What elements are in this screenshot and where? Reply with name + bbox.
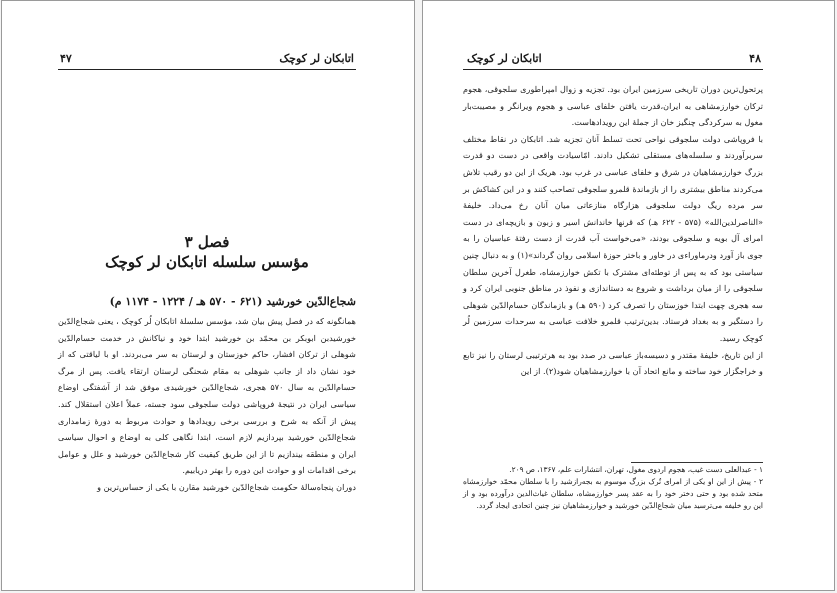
paragraph: با فروپاشی دولت سلجوقی نواحی تحت تسلط آنان تجزیه شد. اتابکان در نقاط مختلف سربرآوردند و سلسله‌های مستقلی تشکیل دادند. امّاسیادت واقعی در دست دو قدرت بزرگ خوارزمشاهیان در شرق و خلفای عباسی در غرب بود. هریک از این دو رقیب تلاش می‌کردند مناطق بیشتری را از بازماندهٔ قلمرو سلجوقی تصاحب کنند و در این کشاکش بر سر مرده ریگ دولت سلجوقی هزارگاه منازعاتی میان آنان رخ می‌داد. خلیفهٔ «الناصرلدین‌الله» (۵۷۵ - ۶۲۲ هـ) که قرنها خاندانش اسیر و زبون و بازیچه‌ای در دست امرای آل بویه و سلجوقی بودند، «می‌خواست آب قدرت از دست رفتهٔ عباسیان را به جوی باز آورد ودرماوراءی در خاور و باختر حوزهٔ اسلامی روان گرداند»(۱) و به دنبال چنین سیاستی بود که به پس از توطئه‌ای مشترک با تکش خوارزمشاه، طغرل آخرین سلطان سلجوقی را از میان برداشت و شروع به دستاندازی و نفوذ در مناطق جنوبی ایران کرد و سه هجری چهت ابتدا خوزستان را تصرف کرد (۵۹۰ هـ) و بازماندگان حسام‌الدّین شوهلی را دستگیر و به بغداد فرستاد. بدین‌ترتیب قلمرو خلافت عباسی به سرحدات سرزمین لُر کوچک رسید. (463, 133, 763, 343)
header-rule (58, 69, 356, 70)
body-text (463, 81, 763, 380)
running-title: اتابکان لر کوچک (467, 52, 542, 65)
body-text (58, 313, 356, 496)
footnote: ۲ - پیش از این او یکی از امرای تُرک بزرگ موسوم به بجه‌رازشید را با سلطان محمّد خوارزمشاه متحد شده بود و حتی دختر خود را به عقد پسر خوارزمشاه، سلطان غیاث‌الدین درآورده بود و از این رو خلیفه می‌ترسید میان شجاع‌الدّین خورشید و خوارزمشاهیان نیز چنین اتحادی ایجاد گردد. (463, 477, 763, 510)
footnotes (463, 464, 763, 512)
section-heading: شجاع‌الدّین خورشید (۶۲۱ - ۵۷۰ هـ / ۱۲۲۴ - ۱۱۷۴ م) (109, 295, 356, 308)
paragraph: پرتحول‌ترین دوران تاریخی سرزمین ایران بود. تجزیه و زوال امپراطوری سلجوقی، هجوم ترکان خوارزمشاهی به ایران،قدرت یافتن خلفای عباسی و هجوم ویرانگر و مصیبت‌بار مغول به سرکردگی چنگیز خان از جملهٔ این رویدادهاست. (463, 84, 763, 128)
page-number: ۴۷ (60, 52, 72, 65)
paragraph: دوران پنجاه‌سالهٔ حکومت شجاع‌الدّین خورشید مقارن با یکی از حساس‌ترین و (97, 481, 356, 492)
right-page (422, 0, 835, 591)
footnote: ۱ - عبدالعلی دست غیب، هجوم اردوی مغول، تهران، انتشارات علم، ۱۳۶۷، ص ۲۰۹. (509, 465, 763, 474)
page-header (58, 51, 356, 67)
paragraph: همانگونه که در فصل پیش بیان شد، مؤسس سلسلهٔ اتابکان لُر کوچک ، یعنی شجاع‌الدّین خورشیدبن ابوبکر بن محمّد بن خورشید ابتدا خود و نیاکانش در خدمت حسام‌الدّین شوهلی از ترکان افشار، حاکم خوزستان و لرستان به سر می‌بردند. او با لیاقتی که از خود نشان داد از جانب شوهلی به مقام شحنگی لرستان ارتقاء یافت. پس از مرگ حسام‌الدّین به سال ۵۷۰ هجری، شجاع‌الدّین خورشیدی موفق شد از آشفتگی اوضاع سیاسی ایران در نتیجهٔ فروپاشی دولت سلجوقی سود جسته، عملاً اعلان استقلال کند. پیش از آنکه به شرح و بررسی برخی رویدادها و حوادث مربوط به دورهٔ زمامداری شجاع‌الدّین خورشید بپردازیم لازم است، ابتدا نگاهی کلی به اوضاع و احوال سیاسی ایران و منطقه بیندازیم تا از این طریق کیفیت کار شجاع‌الدّین خورشید و علل و عوامل برخی اقدامات او و حوادث این دوره را بهتر دریابیم. (58, 316, 356, 476)
chapter-number: فصل ۳ (184, 233, 230, 251)
footnote-rule (631, 462, 763, 463)
running-title: اتابکان لر کوچک (279, 52, 354, 65)
page-number: ۴۸ (749, 52, 761, 65)
page-header (463, 51, 763, 67)
chapter-title: مؤسس سلسله اتابکان لر کوچک (105, 253, 309, 271)
paragraph: از این تاریخ، خلیفهٔ مقتدر و دسیسه‌باز عباسی در صدد بود به هرترتیبی لرستان را نیز تابع و خراجگزار خود ساخته و مانع اتحاد آن با خوارزمشاهیان شود(۲). از این (463, 349, 763, 377)
header-rule (463, 69, 763, 70)
left-page (1, 0, 415, 591)
